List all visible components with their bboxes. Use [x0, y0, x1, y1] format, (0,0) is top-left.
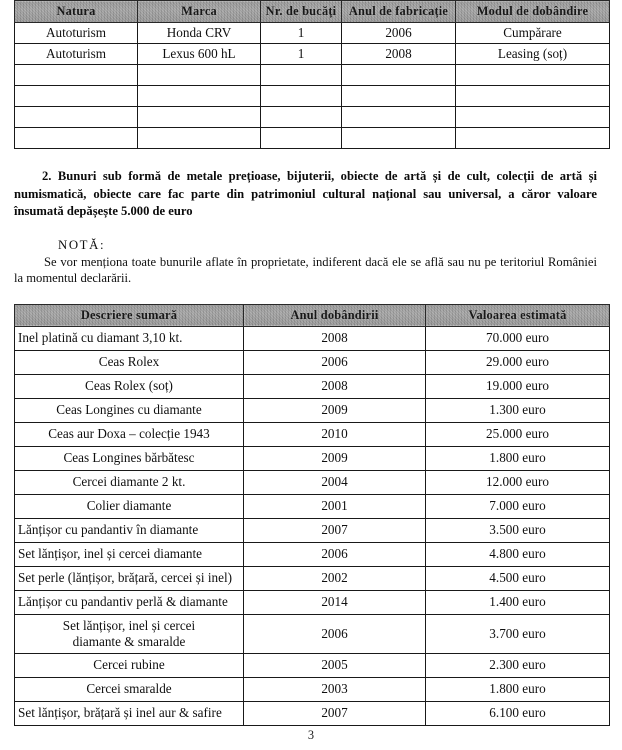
cell-marca-empty: [138, 107, 261, 128]
column-header-natura-label: Natura: [56, 4, 96, 18]
cell-descriere: Ceas aur Doxa – colecție 1943: [15, 422, 244, 446]
column-header-valoarea-estimata: [426, 304, 610, 326]
cell-anul-dobandirii: 2004: [244, 470, 426, 494]
table-row: [15, 44, 610, 65]
table-row: [15, 518, 610, 542]
table-row: [15, 614, 610, 653]
column-header-valoarea-estimata-label: Valoarea estimată: [468, 307, 567, 322]
cell-descriere: Set lănțișor, inel și cercei diamante & smaralde: [15, 614, 244, 653]
cell-valoarea-estimata: 1.800 euro: [426, 446, 610, 470]
cell-natura-empty: [15, 86, 138, 107]
cell-anul-dobandirii: 2006: [244, 614, 426, 653]
cell-anul-dobandirii: 2002: [244, 566, 426, 590]
valuables-table-header: [15, 304, 610, 326]
column-header-mod-dobandire-label: Modul de dobândire: [476, 4, 589, 18]
vehicles-table: [14, 0, 610, 149]
cell-anul-dobandirii: 2006: [244, 350, 426, 374]
cell-natura-empty: [15, 128, 138, 149]
cell-marca-empty: [138, 65, 261, 86]
cell-mod-dobandire-empty: [456, 107, 610, 128]
cell-bucati: 1: [261, 44, 342, 65]
cell-anul-dobandirii: 2014: [244, 590, 426, 614]
cell-anul-dobandirii: 2009: [244, 446, 426, 470]
cell-valoarea-estimata: 7.000 euro: [426, 494, 610, 518]
cell-anul-dobandirii: 2010: [244, 422, 426, 446]
cell-valoarea-estimata: 19.000 euro: [426, 374, 610, 398]
cell-natura: Autoturism: [15, 23, 138, 44]
cell-descriere: Ceas Longines cu diamante: [15, 398, 244, 422]
table-row-empty: [15, 86, 610, 107]
cell-anul-dobandirii: 2009: [244, 398, 426, 422]
cell-anul-dobandirii: 2007: [244, 518, 426, 542]
cell-bucati: 1: [261, 23, 342, 44]
cell-marca-empty: [138, 86, 261, 107]
valuables-table-body: [15, 326, 610, 725]
column-header-numar-bucati: [261, 1, 342, 23]
table-row: [15, 590, 610, 614]
table-row: [15, 653, 610, 677]
column-header-descriere-sumara: [15, 304, 244, 326]
section-2-paragraph: [14, 168, 597, 221]
section-2-number: 2.: [42, 169, 52, 183]
table-row-empty: [15, 107, 610, 128]
column-header-natura: [15, 1, 138, 23]
table-row: [15, 494, 610, 518]
note-text: Se vor menționa toate bunurile aflate în proprietate, indiferent dacă ele se află sau nu pe teritoriul României la momentul declarării.: [14, 254, 597, 285]
cell-valoarea-estimata: 4.500 euro: [426, 566, 610, 590]
note-block: [14, 238, 597, 287]
table-row: [15, 326, 610, 350]
section-2-text: Bunuri sub formă de metale prețioase, bijuterii, obiecte de artă și de cult, colecții de artă și numismatică, obiecte care fac parte din patrimoniul cultural național sau universal, a căror valoare însumată depășește 5.000 de euro: [14, 169, 597, 218]
table-row: [15, 350, 610, 374]
cell-descriere: Set lănțișor, brățară și inel aur & safire: [15, 701, 244, 725]
cell-descriere: Ceas Rolex: [15, 350, 244, 374]
cell-anul-dobandirii: 2007: [244, 701, 426, 725]
cell-descriere: Colier diamante: [15, 494, 244, 518]
table-header-row: [15, 304, 610, 326]
cell-anul-dobandirii: 2008: [244, 374, 426, 398]
table-row: [15, 566, 610, 590]
cell-descriere: Ceas Rolex (soț): [15, 374, 244, 398]
column-header-an-fabricatie: [342, 1, 456, 23]
table-row-empty: [15, 128, 610, 149]
cell-anul-dobandirii: 2008: [244, 326, 426, 350]
valuables-table: [14, 304, 610, 726]
cell-descriere: Inel platină cu diamant 3,10 kt.: [15, 326, 244, 350]
cell-an-fabricatie: 2008: [342, 44, 456, 65]
column-header-marca: [138, 1, 261, 23]
cell-valoarea-estimata: 25.000 euro: [426, 422, 610, 446]
vehicles-table-body: [15, 23, 610, 149]
cell-valoarea-estimata: 1.400 euro: [426, 590, 610, 614]
note-title: NOTĂ:: [58, 237, 106, 252]
column-header-anul-dobandirii-label: Anul dobândirii: [290, 307, 379, 322]
cell-an-fabricatie-empty: [342, 128, 456, 149]
cell-valoarea-estimata: 1.800 euro: [426, 677, 610, 701]
cell-marca: Honda CRV: [138, 23, 261, 44]
cell-valoarea-estimata: 6.100 euro: [426, 701, 610, 725]
cell-marca: Lexus 600 hL: [138, 44, 261, 65]
table-row-empty: [15, 65, 610, 86]
cell-anul-dobandirii: 2003: [244, 677, 426, 701]
column-header-an-fabricatie-label: Anul de fabricație: [348, 4, 449, 18]
cell-natura-empty: [15, 107, 138, 128]
table-row: [15, 542, 610, 566]
table-row: [15, 374, 610, 398]
cell-valoarea-estimata: 70.000 euro: [426, 326, 610, 350]
table-row: [15, 677, 610, 701]
column-header-anul-dobandirii: [244, 304, 426, 326]
cell-bucati-empty: [261, 128, 342, 149]
table-row: [15, 470, 610, 494]
column-header-descriere-sumara-label: Descriere sumară: [80, 307, 178, 322]
cell-an-fabricatie-empty: [342, 86, 456, 107]
cell-natura-empty: [15, 65, 138, 86]
table-header-row: [15, 1, 610, 23]
cell-mod-dobandire-empty: [456, 86, 610, 107]
cell-anul-dobandirii: 2006: [244, 542, 426, 566]
page-number: 3: [307, 728, 315, 742]
cell-marca-empty: [138, 128, 261, 149]
cell-an-fabricatie: 2006: [342, 23, 456, 44]
cell-descriere: Cercei diamante 2 kt.: [15, 470, 244, 494]
vehicles-table-header: [15, 1, 610, 23]
cell-bucati-empty: [261, 65, 342, 86]
cell-descriere: Lănțișor cu pandantiv în diamante: [15, 518, 244, 542]
table-row: [15, 701, 610, 725]
table-row: [15, 398, 610, 422]
cell-anul-dobandirii: 2005: [244, 653, 426, 677]
cell-mod-dobandire: Cumpărare: [456, 23, 610, 44]
cell-an-fabricatie-empty: [342, 107, 456, 128]
column-header-numar-bucati-label: Nr. de bucăți: [265, 4, 337, 18]
table-row: [15, 23, 610, 44]
cell-valoarea-estimata: 2.300 euro: [426, 653, 610, 677]
cell-descriere: Set perle (lănțișor, brățară, cercei și inel): [15, 566, 244, 590]
table-row: [15, 422, 610, 446]
column-header-marca-label: Marca: [181, 4, 217, 18]
cell-valoarea-estimata: 29.000 euro: [426, 350, 610, 374]
cell-descriere: Cercei smaralde: [15, 677, 244, 701]
cell-descriere: Ceas Longines bărbătesc: [15, 446, 244, 470]
cell-mod-dobandire-empty: [456, 65, 610, 86]
cell-natura: Autoturism: [15, 44, 138, 65]
cell-bucati-empty: [261, 86, 342, 107]
table-row: [15, 446, 610, 470]
cell-mod-dobandire-empty: [456, 128, 610, 149]
cell-descriere: Set lănțișor, inel și cercei diamante: [15, 542, 244, 566]
cell-descriere: Lănțișor cu pandantiv perlă & diamante: [15, 590, 244, 614]
cell-valoarea-estimata: 1.300 euro: [426, 398, 610, 422]
cell-valoarea-estimata: 3.500 euro: [426, 518, 610, 542]
cell-bucati-empty: [261, 107, 342, 128]
cell-an-fabricatie-empty: [342, 65, 456, 86]
cell-anul-dobandirii: 2001: [244, 494, 426, 518]
cell-valoarea-estimata: 12.000 euro: [426, 470, 610, 494]
cell-valoarea-estimata: 4.800 euro: [426, 542, 610, 566]
column-header-mod-dobandire: [456, 1, 610, 23]
cell-mod-dobandire: Leasing (soț): [456, 44, 610, 65]
cell-descriere: Cercei rubine: [15, 653, 244, 677]
cell-valoarea-estimata: 3.700 euro: [426, 614, 610, 653]
